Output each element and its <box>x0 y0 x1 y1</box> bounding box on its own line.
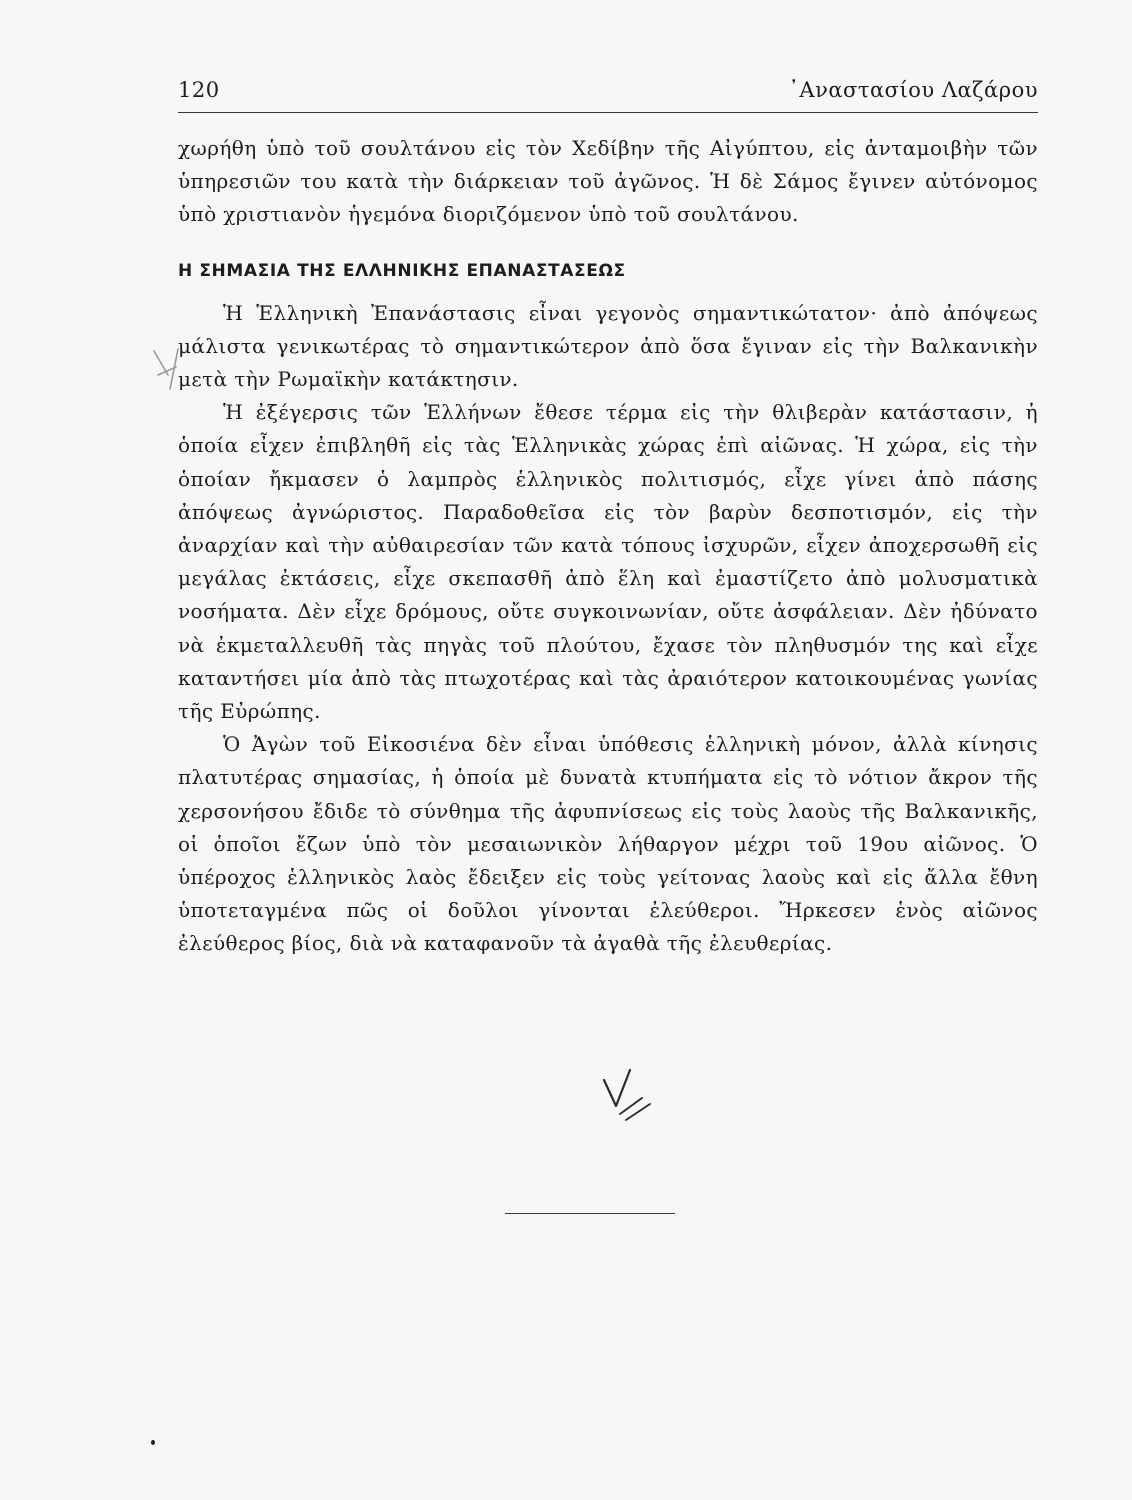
running-head-author: ᾿Αναστασίου Λαζάρου <box>788 78 1038 102</box>
closing-rule <box>505 1213 675 1214</box>
running-head <box>178 78 1038 108</box>
margin-pencil-mark-icon <box>148 345 188 395</box>
section-heading: Η ΣΗΜΑΣΙΑ ΤΗΣ ΕΛΛΗΝΙΚΗΣ ΕΠΑΝΑΣΤΑΣΕΩΣ <box>178 260 626 281</box>
body-text <box>178 132 1038 961</box>
paragraph-2: Ἡ ἐξέγερσις τῶν Ἑλλήνων ἔθεσε τέρμα εἰς τὴν θλιβερὰν κατάστασιν, ἡ ὁποία εἶχεν ἐπιβληθῆ εἰς τὰς Ἑλληνικὰς χώρας ἐπὶ αἰῶνας. Ἡ χώρα, εἰς τὴν ὁποίαν ἤκμασεν ὁ λαμπρὸς ἑλληνικὸς πολιτισμός, εἶχε γίνει ἀπὸ πάσης ἀπόψεως ἀγνώριστος. Παραδοθεῖσα εἰς τὸν βαρὺν δεσποτισμόν, εἰς τὴν ἀναρχίαν καὶ τὴν αὐθαιρεσίαν τῶν κατὰ τόπους ἰσχυρῶν, εἶχεν ἀποχερσωθῆ εἰς μεγάλας ἐκτάσεις, εἶχε σκεπασθῆ ἀπὸ ἕλη καὶ ἐμαστίζετο ἀπὸ μολυσματικὰ νοσήματα. Δὲν εἶχε δρόμους, οὔτε συγκοινωνίαν, οὔτε ἀσφάλειαν. Δὲν ἠδύνατο νὰ ἐκμεταλλευθῆ τὰς πηγὰς τοῦ πλούτου, ἔχασε τὸν πληθυσμόν της καὶ εἶχε καταντήσει μία ἀπὸ τὰς πτωχοτέρας καὶ τὰς ἀραιότερον κατοικουμένας γωνίας τῆς Εὐρώπης. <box>178 400 1038 724</box>
pencil-check-mark-icon <box>590 1062 660 1124</box>
paragraph-3: Ὁ Ἀγὼν τοῦ Εἰκοσιένα δὲν εἶναι ὑπόθεσις ἑλληνικὴ μόνον, ἀλλὰ κίνησις πλατυτέρας σημασίας, ἡ ὁποία μὲ δυνατὰ κτυπήματα εἰς τὸ νότιον ἄκρον τῆς χερσονήσου ἔδιδε τὸ σύνθημα τῆς ἀφυπνίσεως εἰς τοὺς λαοὺς τῆς Βαλκανικῆς, οἱ ὁποῖοι ἔζων ὑπὸ τὸν μεσαιωνικὸν λήθαργον μέχρι τοῦ 19ου αἰῶνος. Ὁ ὑπέροχος ἑλληνικὸς λαὸς ἔδειξεν εἰς τοὺς γείτονας λαοὺς καὶ εἰς ἄλλα ἔθνη ὑποτεταγμένα πῶς οἱ δοῦλοι γίνονται ἐλεύθεροι. Ἤρκεσεν ἑνὸς αἰῶνος ἐλεύθερος βίος, διὰ νὰ καταφανοῦν τὰ ἀγαθὰ τῆς ἐλευθερίας. <box>178 732 1038 956</box>
continuation-paragraph: χωρήθη ὑπὸ τοῦ σουλτάνου εἰς τὸν Χεδίβην τῆς Αἰγύπτου, εἰς ἀνταμοιβὴν τῶν ὑπηρεσιῶν του κατὰ τὴν διάρκειαν τοῦ ἀγῶνος. Ἡ δὲ Σάμος ἔγινεν αὐτόνομος ὑπὸ χριστιανὸν ἡγεμόνα διοριζόμενον ὑπὸ τοῦ σουλτάνου. <box>178 136 1038 227</box>
page-number: 120 <box>178 78 220 102</box>
paragraph-1: Ἡ Ἑλληνικὴ Ἐπανάστασις εἶναι γεγονὸς σημαντικώτατον· ἀπὸ ἀπόψεως μάλιστα γενικωτέρας τὸ σημαντικώτερον ἀπὸ ὅσα ἔγιναν εἰς τὴν Βαλκανικὴν μετὰ τὴν Ρωμαϊκὴν κατάκτησιν. <box>178 300 1038 392</box>
header-rule <box>178 112 1038 113</box>
scan-speck <box>151 1440 155 1445</box>
